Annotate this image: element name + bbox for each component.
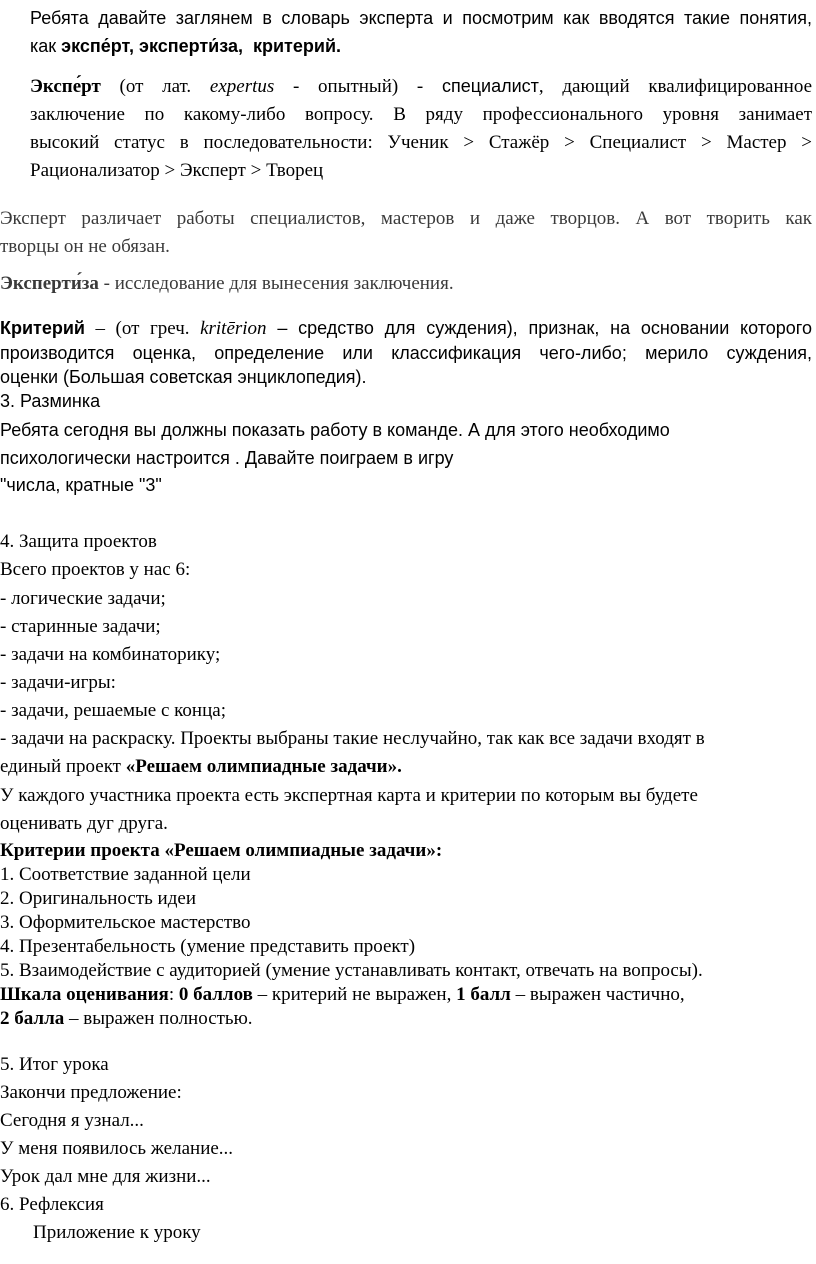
criteria-item: 1. Соответствие заданной цели bbox=[0, 864, 251, 885]
criteria-heading bbox=[0, 839, 442, 863]
scale-line-1 bbox=[0, 983, 685, 1007]
project-item: - логические задачи; bbox=[0, 588, 166, 609]
criteria-item: 4. Презентабельность (умение представить проект) bbox=[0, 936, 416, 957]
expertise-term: Эксперти́за bbox=[0, 273, 99, 294]
one-text: – выражен частично, bbox=[510, 984, 685, 1005]
projects-heading: 4. Защита проектов bbox=[0, 531, 157, 552]
expert-def-line-2: заключение по какому-либо вопросу. В ряду профессионального уровня занимает bbox=[30, 104, 812, 125]
project-item: - задачи-игры: bbox=[0, 672, 116, 693]
two-text: – выражен полностью. bbox=[64, 1008, 253, 1029]
summary-item: Сегодня я узнал... bbox=[0, 1110, 144, 1131]
reflection-heading: 6. Рефлексия bbox=[0, 1194, 104, 1215]
intro-line-1: Ребята давайте заглянем в словарь эксперта и посмотрим как вводятся такие понятия, bbox=[30, 8, 812, 28]
appendix-line: Приложение к уроку bbox=[33, 1222, 201, 1243]
project-item: - задачи, решаемые с конца; bbox=[0, 700, 226, 721]
summary-prompt: Закончи предложение: bbox=[0, 1082, 182, 1103]
one-label: 1 балл bbox=[456, 984, 511, 1005]
card-line-1: У каждого участника проекта есть экспертная карта и критерии по которым вы будете bbox=[0, 785, 698, 806]
expert-term: Экспе́рт bbox=[30, 76, 101, 97]
expert-def-line-4: Рационализатор > Эксперт > Творец bbox=[30, 160, 324, 181]
summary-item: У меня появилось желание... bbox=[0, 1138, 234, 1159]
criterion-def-line-1 bbox=[0, 316, 812, 341]
zero-label: 0 баллов bbox=[178, 984, 253, 1005]
scale-line-2 bbox=[0, 1007, 253, 1031]
latin-word: expertus bbox=[209, 76, 275, 97]
expert-def-line-3: высокий статус в последовательности: Ученик > Стажёр > Специалист > Мастер > bbox=[30, 132, 812, 153]
scale-label: Шкала оценивания bbox=[0, 984, 169, 1005]
warmup-heading: 3. Разминка bbox=[0, 391, 101, 411]
criterion-text-2: – средство для суждения), признак, на основании которого bbox=[266, 318, 812, 338]
specialist-word: специалист bbox=[441, 76, 539, 96]
intro-prefix: как bbox=[30, 36, 62, 56]
two-label: 2 балла bbox=[0, 1008, 65, 1029]
expert-def-text-2: - опытный) - bbox=[274, 76, 442, 97]
unity-prefix: единый проект bbox=[0, 756, 126, 777]
intro-term-criterion: критерий. bbox=[252, 36, 342, 56]
project-name: «Решаем олимпиадные задачи». bbox=[125, 756, 402, 777]
expert-note-line-2: творцы он не обязан. bbox=[0, 236, 170, 257]
project-item: - старинные задачи; bbox=[0, 616, 161, 637]
warmup-line-3: "числа, кратные "3" bbox=[0, 475, 162, 495]
card-line-2: оценивать дуг друга. bbox=[0, 813, 168, 834]
expertise-def bbox=[0, 272, 454, 296]
projects-count: Всего проектов у нас 6: bbox=[0, 559, 191, 580]
criterion-term: Критерий bbox=[0, 318, 85, 338]
warmup-line-2: психологически настроится . Давайте поиграем в игру bbox=[0, 448, 454, 468]
expertise-text: - исследование для вынесения заключения. bbox=[98, 273, 454, 294]
criteria-item: 2. Оригинальность идеи bbox=[0, 888, 196, 909]
expert-def-text-3: , дающий квалифицированное bbox=[538, 76, 812, 97]
criteria-item: 3. Оформительское мастерство bbox=[0, 912, 251, 933]
expert-def-line-1 bbox=[30, 74, 812, 99]
intro-line-2 bbox=[30, 34, 341, 58]
summary-item: Урок дал мне для жизни... bbox=[0, 1166, 211, 1187]
expert-def-text-1: (от лат. bbox=[100, 76, 210, 97]
expert-note-line-1: Эксперт различает работы специалистов, мастеров и даже творцов. А вот творить как bbox=[0, 208, 812, 229]
criterion-def-line-3: оценки (Большая советская энциклопедия). bbox=[0, 367, 367, 387]
criterion-text-1: – (от греч. bbox=[85, 318, 201, 339]
greek-word: kritērion bbox=[200, 318, 267, 339]
criterion-def-line-2: производится оценка, определение или классификация чего-либо; мерило суждения, bbox=[0, 343, 812, 363]
criteria-heading-text: Критерии проекта «Решаем олимпиадные задачи»: bbox=[0, 840, 443, 861]
criteria-item: 5. Взаимодействие с аудиторией (умение устанавливать контакт, отвечать на вопросы). bbox=[0, 960, 703, 981]
project-item: - задачи на комбинаторику; bbox=[0, 644, 221, 665]
project-unity-line bbox=[0, 755, 402, 779]
warmup-line-1: Ребята сегодня вы должны показать работу в команде. А для этого необходимо bbox=[0, 420, 670, 440]
summary-heading: 5. Итог урока bbox=[0, 1054, 109, 1075]
zero-text: – критерий не выражен, bbox=[252, 984, 457, 1005]
scale-colon: : bbox=[168, 984, 179, 1005]
intro-terms: экспе́рт, эксперти́за, bbox=[61, 36, 243, 56]
project-item-last: - задачи на раскраску. Проекты выбраны такие неслучайно, так как все задачи входят в bbox=[0, 728, 705, 749]
